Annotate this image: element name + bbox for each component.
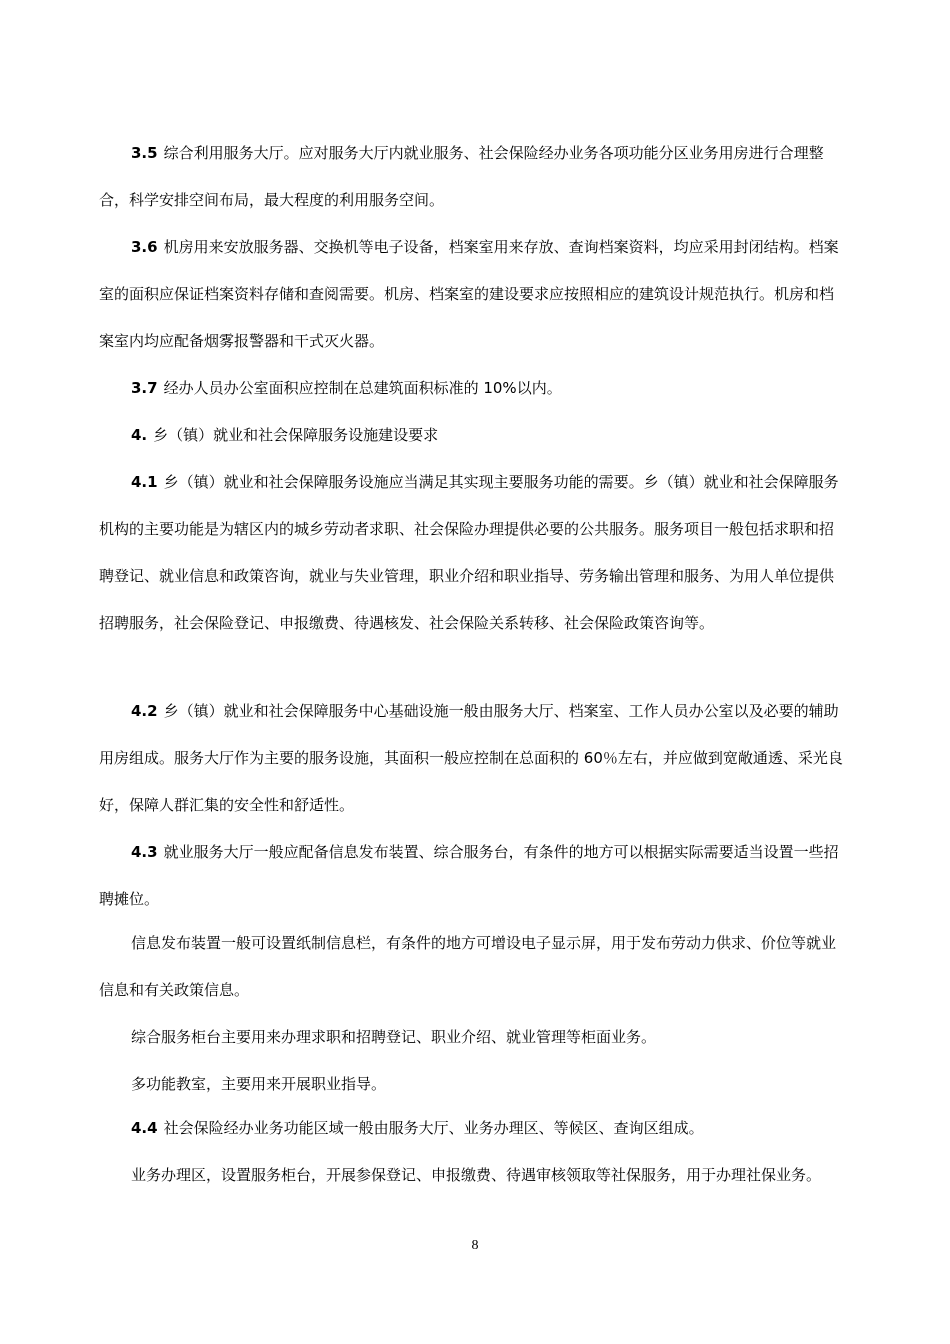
paragraph-text: 经办人员办公室面积应控制在总建筑面积标准的 10%以内。 xyxy=(163,379,562,397)
paragraph-info-board xyxy=(99,920,844,1014)
section-number: 4.2 xyxy=(131,702,158,720)
paragraph-4-1 xyxy=(99,459,844,647)
paragraph-text: 机房用来安放服务器、交换机等电子设备，档案室用来存放、查询档案资料，均应采用封闭结构。档案室的面积应保证档案资料存储和查阅需要。机房、档案室的建设要求应按照相应的建筑设计规范执行。机房和档案室内均应配备烟雾报警器和干式灭火器。 xyxy=(99,238,839,350)
paragraph-classroom xyxy=(99,1061,844,1108)
section-number: 4.4 xyxy=(131,1119,158,1137)
section-number: 4.1 xyxy=(131,473,158,491)
paragraph-3-7 xyxy=(99,365,844,412)
paragraph-4-4 xyxy=(99,1105,844,1152)
paragraph-text: 就业服务大厅一般应配备信息发布装置、综合服务台，有条件的地方可以根据实际需要适当设置一些招聘摊位。 xyxy=(99,843,839,908)
paragraph-text: 多功能教室，主要用来开展职业指导。 xyxy=(131,1075,387,1093)
heading-text: 乡（镇）就业和社会保障服务设施建设要求 xyxy=(153,426,439,444)
paragraph-3-6 xyxy=(99,224,844,365)
page-number: 8 xyxy=(471,1238,479,1253)
section-number: 4. xyxy=(131,426,148,444)
paragraph-text: 综合利用服务大厅。应对服务大厅内就业服务、社会保险经办业务各项功能分区业务用房进行合理整合，科学安排空间布局，最大程度的利用服务空间。 xyxy=(99,144,824,209)
paragraph-3-5 xyxy=(99,130,844,224)
section-number: 3.5 xyxy=(131,144,158,162)
paragraph-4-2 xyxy=(99,688,844,829)
section-number: 3.6 xyxy=(131,238,158,256)
paragraph-text: 社会保险经办业务功能区域一般由服务大厅、业务办理区、等候区、查询区组成。 xyxy=(163,1119,704,1137)
paragraph-text: 信息发布装置一般可设置纸制信息栏，有条件的地方可增设电子显示屏，用于发布劳动力供求、价位等就业信息和有关政策信息。 xyxy=(99,934,837,999)
paragraph-text: 乡（镇）就业和社会保障服务中心基础设施一般由服务大厅、档案室、工作人员办公室以及必要的辅助用房组成。服务大厅作为主要的服务设施，其面积一般应控制在总面积的 60％左右，并应做到宽敞通透、采光良好，保障人群汇集的安全性和舒适性。 xyxy=(99,702,843,814)
paragraph-service-counter xyxy=(99,1014,844,1061)
paragraph-4-3 xyxy=(99,829,844,923)
section-number: 4.3 xyxy=(131,843,158,861)
paragraph-business-area xyxy=(99,1152,844,1199)
section-heading-4 xyxy=(99,412,844,459)
paragraph-text: 业务办理区，设置服务柜台，开展参保登记、申报缴费、待遇审核领取等社保服务，用于办理社保业务。 xyxy=(131,1166,822,1184)
section-number: 3.7 xyxy=(131,379,158,397)
paragraph-text: 综合服务柜台主要用来办理求职和招聘登记、职业介绍、就业管理等柜面业务。 xyxy=(131,1028,657,1046)
paragraph-text: 乡（镇）就业和社会保障服务设施应当满足其实现主要服务功能的需要。乡（镇）就业和社会保障服务机构的主要功能是为辖区内的城乡劳动者求职、社会保险办理提供必要的公共服务。服务项目一般包括求职和招聘登记、就业信息和政策咨询，就业与失业管理，职业介绍和职业指导、劳务输出管理和服务、为用人单位提供招聘服务，社会保险登记、申报缴费、待遇核发、社会保险关系转移、社会保险政策咨询等。 xyxy=(99,473,839,632)
